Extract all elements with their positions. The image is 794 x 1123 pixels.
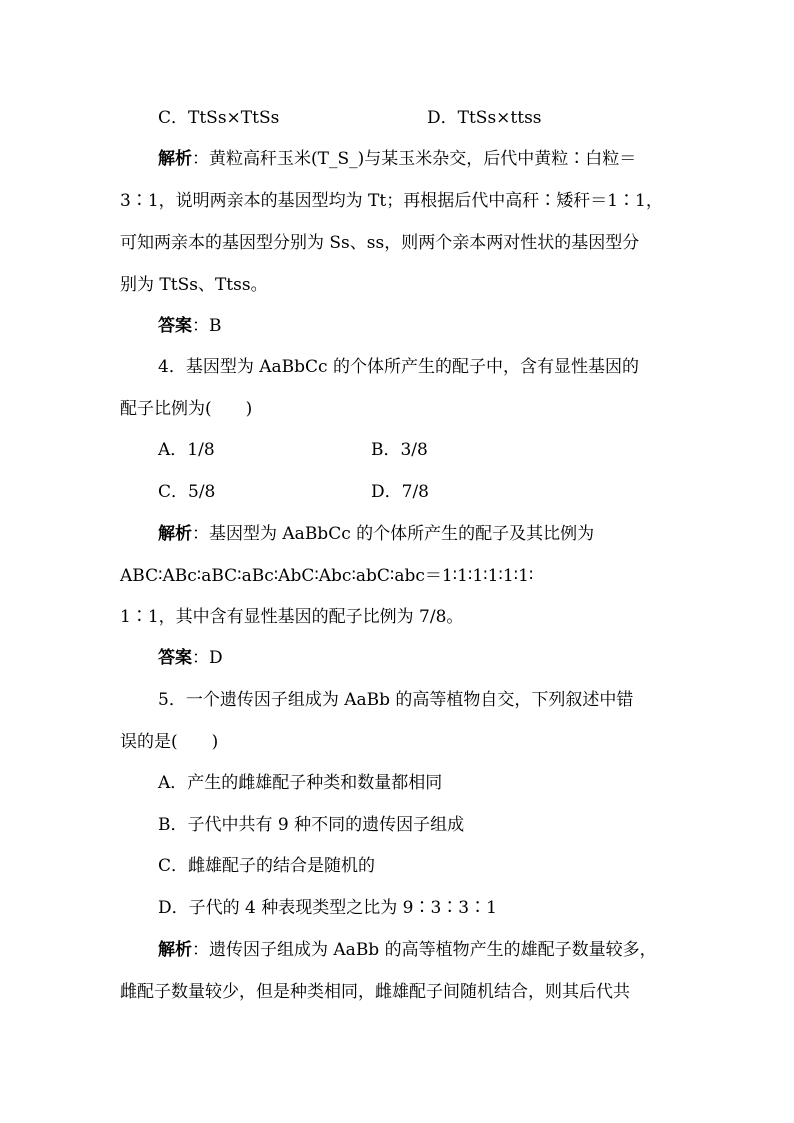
q3-answer [158,311,718,341]
q3-analysis-text-1: ：黄粒高秆玉米(T_S_)与某玉米杂交，后代中黄粒∶白粒＝ [192,149,637,169]
q4-analysis-line-3: 1∶1，其中含有显性基因的配子比例为 7/8。 [120,607,464,627]
q5-analysis-line-1 [158,935,718,965]
q5-analysis-label: 解析 [158,940,192,960]
q3-answer-value: ：B [192,316,222,336]
q4-answer [158,643,718,673]
q3-analysis-line-3: 可知两亲本的基因型分别为 Ss、ss，则两个亲本两对性状的基因型分 [120,233,640,253]
q5-option-d: D．子代的 4 种表现类型之比为 9∶3∶3∶1 [158,898,497,918]
q4-stem-line-1: 4．基因型为 AaBbCc 的个体所产生的配子中，含有显性基因的 [158,357,639,377]
q5-analysis-line-2: 雌配子数量较少，但是种类相同，雌雄配子间随机结合，则其后代共 [120,982,630,1002]
q4-answer-label: 答案 [158,648,192,668]
q3-analysis-line-4: 别为 TtSs、Ttss。 [120,275,268,295]
q5-stem-line-2: 误的是( ) [120,732,219,752]
q3-options-row-cd [158,103,718,133]
q5-stem-line-1: 5．一个遗传因子组成为 AaBb 的高等植物自交，下列叙述中错 [158,690,634,710]
q4-analysis-label: 解析 [158,524,192,544]
q4-analysis-line-2: ABC∶ABc∶aBC∶aBc∶AbC∶Abc∶abC∶abc＝1∶1∶1∶1∶1∶1∶ [120,566,534,586]
q4-stem-line-2: 配子比例为( ) [120,399,253,419]
q5-option-a: A．产生的雌雄配子种类和数量都相同 [158,773,443,793]
q4-answer-value: ：D [192,648,223,668]
q3-analysis-label: 解析 [158,149,192,169]
q4-option-c: C．5/8 [158,482,216,502]
q4-option-d: D．7/8 [371,482,429,502]
q4-options-row-cd [158,477,718,507]
q4-option-a: A．1/8 [158,440,215,460]
q5-option-b: B．子代中共有 9 种不同的遗传因子组成 [158,815,465,835]
q3-option-c: C．TtSs×TtSs [158,108,280,128]
q5-analysis-text-1: ：遗传因子组成为 AaBb 的高等植物产生的雄配子数量较多， [192,940,657,960]
q3-analysis-line-2: 3∶1，说明两亲本的基因型均为 Tt；再根据后代中高秆∶矮秆＝1∶1， [120,191,663,211]
q4-option-b: B．3/8 [371,440,428,460]
q3-answer-label: 答案 [158,316,192,336]
q4-options-row-ab [158,435,718,465]
q3-analysis-line-1 [158,144,718,174]
q5-option-c: C．雌雄配子的结合是随机的 [158,856,376,876]
q4-analysis-text-1: ：基因型为 AaBbCc 的个体所产生的配子及其比例为 [192,524,595,544]
q3-option-d: D．TtSs×ttss [427,108,542,128]
q4-analysis-line-1 [158,519,718,549]
